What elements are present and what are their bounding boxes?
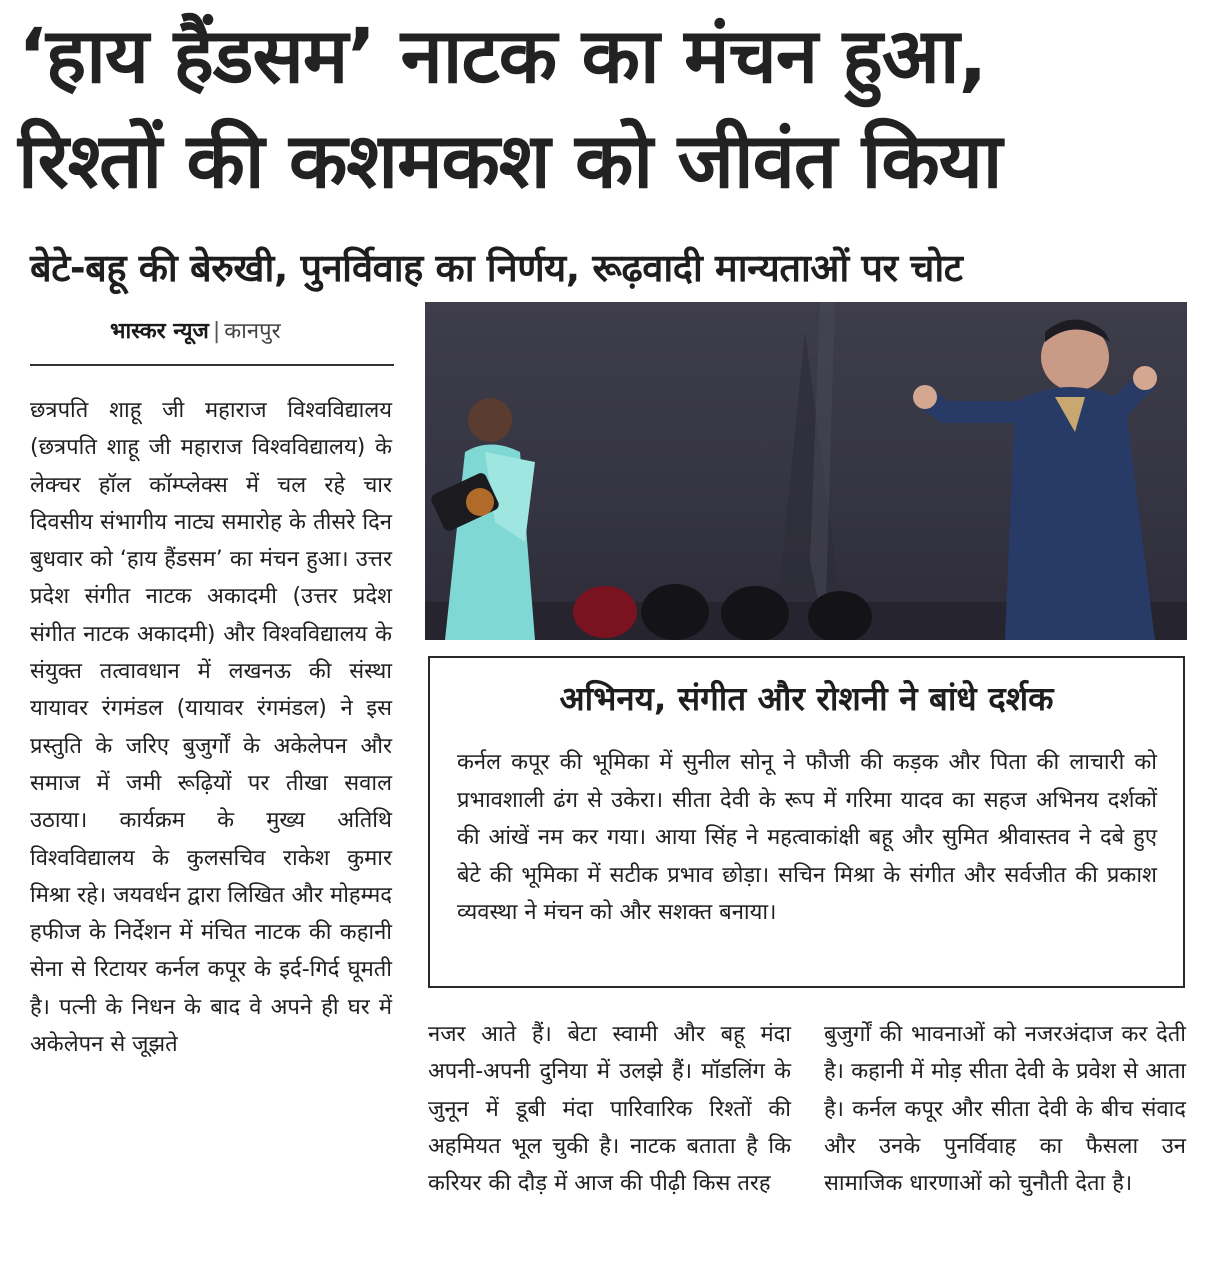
byline-rule [30, 364, 394, 366]
byline-agency: भास्कर न्यूज [110, 319, 209, 344]
sidebar-title: अभिनय, संगीत और रोशनी ने बांधे दर्शक [559, 679, 1054, 718]
article-column-right: बुजुर्गों की भावनाओं को नजरअंदाज कर देती है। कहानी में मोड़ सीता देवी के प्रवेश से आता है। कर्नल कपूर और सीता देवी के बीच संवाद और उनके पुनर्विवाह का फैसला उन सामाजिक धारणाओं को चुनौती देता है। [824, 1022, 1186, 1197]
sidebar-box [428, 656, 1185, 988]
subheadline: बेटे-बहू की बेरुखी, पुनर्विवाह का निर्णय, रूढ़वादी मान्यताओं पर चोट [30, 246, 963, 290]
headline-line-2: रिश्तों की कशमकश को जीवंत किया [18, 116, 1002, 205]
stage-photo [425, 302, 1187, 640]
article-column-left: छत्रपति शाहू जी महाराज विश्वविद्यालय (छत्रपति शाहू जी महाराज विश्वविद्यालय) के लेक्चर हॉल कॉम्प्लेक्स में चल रहे चार दिवसीय संभागीय नाट्य समारोह के तीसरे दिन बुधवार को ‘हाय हैंडसम’ का मंचन हुआ। उत्तर प्रदेश संगीत नाटक अकादमी (उत्तर प्रदेश संगीत नाटक अकादमी) और विश्वविद्यालय के संयुक्त तत्वावधान में लखनऊ की संस्था यायावर रंगमंडल (यायावर रंगमंडल) ने इस प्रस्तुति के जरिए बुजुर्गों के अकेलेपन और समाज में जमी रूढ़ियों पर तीखा सवाल उठाया। कार्यक्रम के मुख्य अतिथि विश्वविद्यालय के कुलसचिव राकेश कुमार मिश्रा रहे। जयवर्धन द्वारा लिखित और मोहम्मद हफीज के निर्देशन में मंचित नाटक की कहानी सेना से रिटायर कर्नल कपूर के इर्द-गिर्द घूमती है। पत्नी के निधन के बाद वे अपने ही घर में अकेलेपन से जूझते [30, 398, 392, 1058]
stage-photo-illustration [425, 302, 1187, 640]
article-column-middle: नजर आते हैं। बेटा स्वामी और बहू मंदा अपनी-अपनी दुनिया में उलझे हैं। मॉडलिंग के जुनून में डूबी मंदा पारिवारिक रिश्तों की अहमियत भूल चुकी है। नाटक बताता है कि करियर की दौड़ में आज की पीढ़ी किस तरह [428, 1022, 791, 1197]
byline-city: कानपुर [224, 319, 281, 344]
headline-line-1: ‘हाय हैंडसम’ नाटक का मंचन हुआ, [18, 11, 987, 100]
byline [110, 315, 281, 349]
sidebar-text: कर्नल कपूर की भूमिका में सुनील सोनू ने फौजी की कड़क और पिता की लाचारी को प्रभावशाली ढंग से उकेरा। सीता देवी के रूप में गरिमा यादव का सहज अभिनय दर्शकों की आंखें नम कर गया। आया सिंह ने महत्वाकांक्षी बहू और सुमित श्रीवास्तव ने दबे हुए बेटे की भूमिका में सटीक प्रभाव छोड़ा। सचिन मिश्रा के संगीत और सर्वजीत की प्रकाश व्यवस्था ने मंचन को और सशक्त बनाया। [457, 750, 1157, 926]
byline-separator: | [212, 319, 221, 344]
